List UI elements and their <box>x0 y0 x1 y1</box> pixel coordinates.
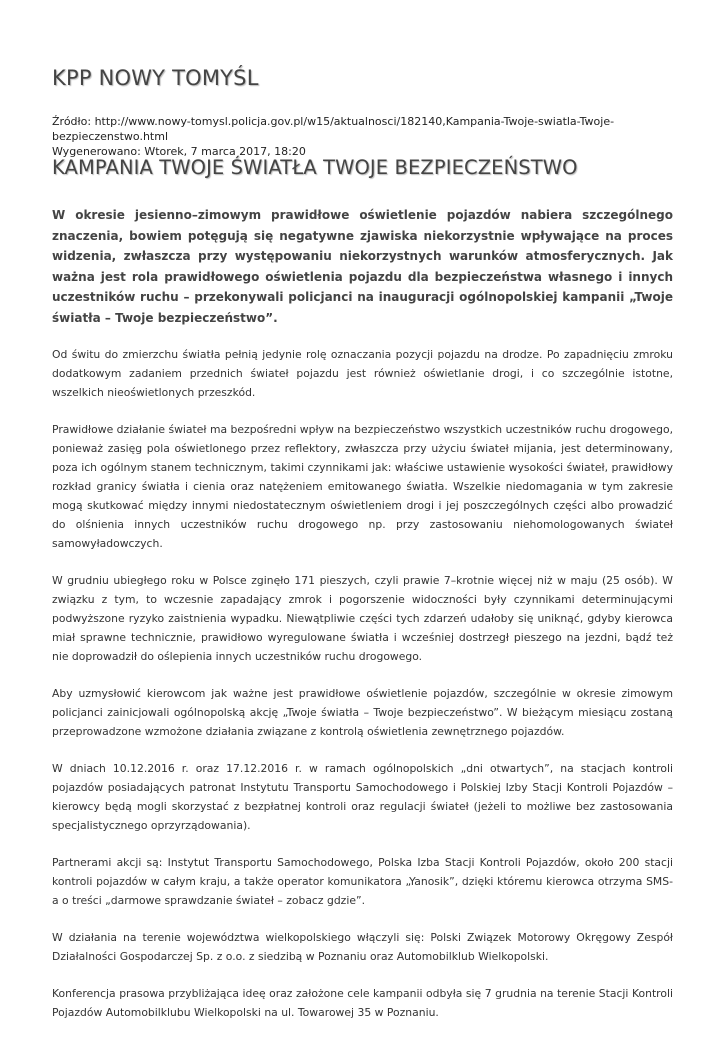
generated-line: Wygenerowano: Wtorek, 7 marca 2017, 18:20 <box>52 145 306 158</box>
article-lead: W okresie jesienno–zimowym prawidłowe oświetlenie pojazdów nabiera szczególnego znaczenia, bowiem potęgują się negatywne zjawiska niekorzystnie wpływające na proces widzenia, zwłaszcza przy występowaniu niekorzystnych warunków atmosferycznych. Jak ważna jest rola prawidłowego oświetlenia pojazdu dla bezpieczeństwa własnego i innych uczestników ruchu – przekonywali policjanci na inauguracji ogólnopolskiej kampanii „Twoje światła – Twoje bezpieczeństwo”. <box>52 208 673 325</box>
paragraph: Od świtu do zmierzchu światła pełnią jedynie rolę oznaczania pozycji pojazdu na drodze. Po zapadnięciu zmroku dodatkowym zadaniem przednich świateł pojazdu jest również oświetlanie drogi, i co szczególnie istotne, wszelkich nieoświetlonych przeszkód. <box>52 348 673 399</box>
paragraph: Konferencja prasowa przybliżająca ideę oraz założone cele kampanii odbyła się 7 grudnia na terenie Stacji Kontroli Pojazdów Automobilklubu Wielkopolski na ul. Towarowej 35 w Poznaniu. <box>52 987 673 1019</box>
paragraph: Partnerami akcji są: Instytut Transportu Samochodowego, Polska Izba Stacji Kontroli Pojazdów, około 200 stacji kontroli pojazdów w całym kraju, a także operator komunikatora „Yanosik”, dzięki któremu kierowca otrzyma SMS-a o treści „darmowe sprawdzanie świateł – zobacz gdzie”. <box>52 856 673 907</box>
paragraph: W dniach 10.12.2016 r. oraz 17.12.2016 r. w ramach ogólnopolskich „dni otwartych”, na stacjach kontroli pojazdów posiadających patronat Instytutu Transportu Samochodowego i Polskiej Izby Stacji Kontroli Pojazdów – kierowcy będą mogli skorzystać z bezpłatnej kontroli oraz regulacji świateł (jeżeli to możliwe bez zastosowania specjalistycznego oprzyrządowania). <box>52 762 673 832</box>
paragraph: W grudniu ubiegłego roku w Polsce zginęło 171 pieszych, czyli prawie 7–krotnie więcej niż w maju (25 osób). W związku z tym, to wczesnie zapadający zmrok i pogorszenie widoczności były czynnikami determinującymi podwyższone ryzyko zaistnienia wypadku. Niewątpliwie części tych zdarzeń udałoby się uniknąć, gdyby kierowca miał sprawne technicznie, prawidłowo wyregulowane światła i wcześniej dostrzegł pieszego na jezdni, bądź też nie doprowadził do oślepienia innych uczestników ruchu drogowego. <box>52 574 673 663</box>
paragraph: W działania na terenie województwa wielkopolskiego włączyli się: Polski Związek Motorowy Okręgowy Zespół Działalności Gospodarczej Sp. z o.o. z siedzibą w Poznaniu oraz Automobilklub Wielkopolski. <box>52 931 673 963</box>
document-meta <box>52 114 682 159</box>
source-line: Źródło: http://www.nowy-tomysl.policja.gov.pl/w15/aktualnosci/182140,Kampania-Twoje-swiatla-Twoje-bezpieczenstwo.html <box>52 115 615 143</box>
article-body <box>52 345 673 1040</box>
paragraph: Aby uzmysłowić kierowcom jak ważne jest prawidłowe oświetlenie pojazdów, szczególnie w okresie zimowym policjanci zainicjowali ogólnopolską akcję „Twoje światła – Twoje bezpieczeństwo”. W bieżącym miesiącu zostaną przeprowadzone wzmożone działania związane z kontrolą oświetlenia zewnętrznego pojazdów. <box>52 687 673 738</box>
site-title: KPP NOWY TOMYŚL <box>52 66 259 90</box>
paragraph: Prawidłowe działanie świateł ma bezpośredni wpływ na bezpieczeństwo wszystkich uczestników ruchu drogowego, ponieważ zasięg pola oświetlonego przez reflektory, zwłaszcza przy użyciu świateł mijania, jest determinowany, poza ich ogólnym stanem technicznym, takimi czynnikami jak: właściwe ustawienie wysokości świateł, prawidłowy rozkład granicy światła i cienia oraz natężeniem emitowanego światła. Wszelkie niedomagania w tym zakresie mogą skutkować między innymi niedostatecznym oświetleniem drogi i jej poszczególnych części albo prowadzić do olśnienia innych uczestników ruchu drogowego np. przy zastosowaniu niehomologowanych świateł samowyładowczych. <box>52 423 673 550</box>
article-title: KAMPANIA TWOJE ŚWIATŁA TWOJE BEZPIECZEŃSTWO <box>52 156 578 179</box>
